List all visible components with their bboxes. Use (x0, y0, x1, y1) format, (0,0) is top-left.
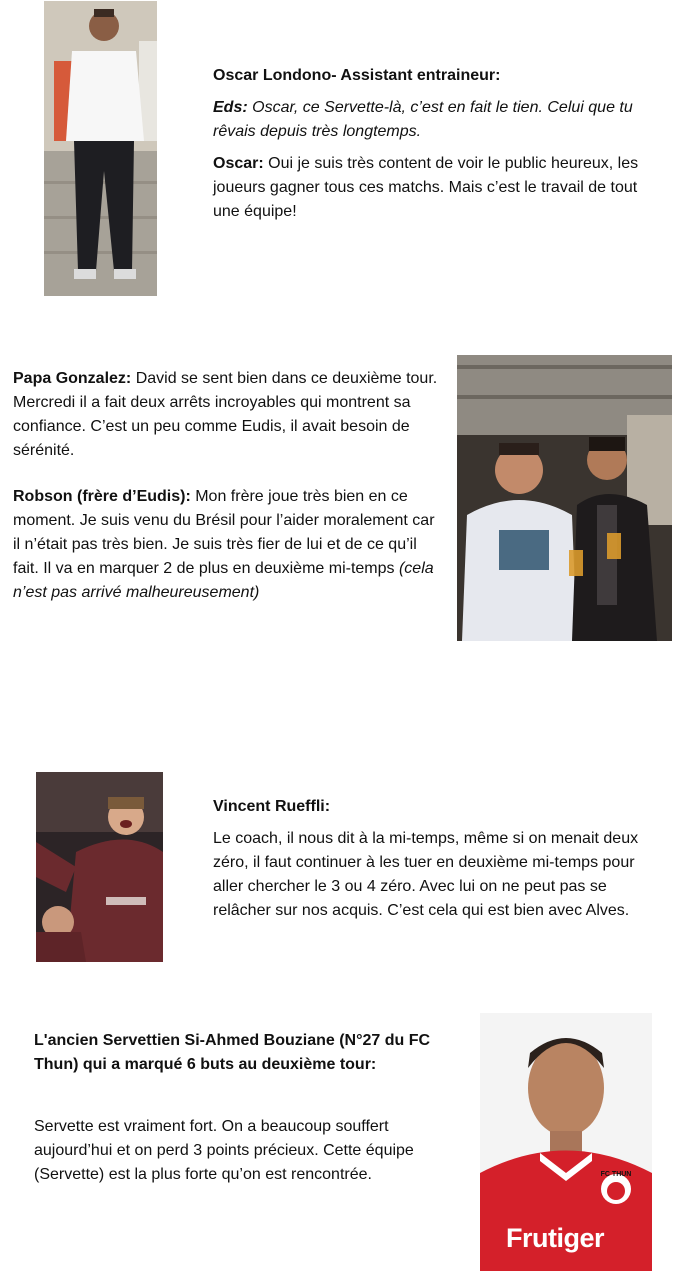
eds-text: Oscar, ce Servette-là, c’est en fait le tien. Celui que tu rêvais depuis très longtemps. (213, 99, 633, 140)
bouziane-heading: L'ancien Servettien Si-Ahmed Bouziane (N°27 du FC Thun) qui a marqué 6 buts au deuxième tour: (34, 1032, 431, 1073)
eds-label: Eds: (213, 99, 248, 116)
papa-gonzalez-quote (13, 367, 438, 463)
photo-bouziane (480, 1013, 652, 1271)
oscar-heading: Oscar Londono- Assistant entraineur: (213, 67, 501, 84)
papa-label: Papa Gonzalez: (13, 370, 132, 387)
eds-question (213, 96, 643, 144)
shirt-sponsor-logo: Frutiger (506, 1223, 605, 1253)
robson-text: Mon frère joue très bien en ce moment. Je suis venu du Brésil pour l’aider moralement car il n’était pas très bien. Je suis très fier de lui et de ce qu’il fait. Il va en marquer 2 de plus en deuxième mi-temps (13, 488, 435, 577)
oscar-answer (213, 152, 643, 224)
rueffli-heading: Vincent Rueffli: (213, 798, 331, 815)
rueffli-text: Le coach, il nous dit à la mi-temps, même si on menait deux zéro, il faut continuer à les tuer en deuxième mi-temps pour aller chercher le 3 ou 4 zéro. Avec lui on ne peut pas se relâcher sur nos acquis. C’est cela qui est bien avec Alves. (213, 830, 639, 919)
bouziane-text: Servette est vraiment fort. On a beaucoup souffert aujourd’hui et on perd 3 points précieux. Cette équipe (Servette) est la plus forte qu’on est rencontrée. (34, 1118, 414, 1183)
section-bouziane (34, 1029, 449, 1187)
robson-note: (cela n’est pas arrivé malheureusement) (13, 560, 434, 601)
robson-label: Robson (frère d’Eudis): (13, 488, 191, 505)
section-vincent-rueffli (213, 795, 658, 923)
oscar-text: Oui je suis très content de voir le public heureux, les joueurs gagner tous ces matchs. Mais c’est le travail de tout une équipe! (213, 155, 639, 220)
papa-text: David se sent bien dans ce deuxième tour. Mercredi il a fait deux arrêts incroyables qui montrent sa confiance. C’est un peu comme Eudis, il avait besoin de sérénité. (13, 370, 438, 459)
section-oscar-londono (213, 64, 643, 224)
photo-papa-gonzalez (457, 355, 672, 641)
oscar-label: Oscar: (213, 155, 264, 172)
photo-vincent-rueffli (36, 772, 163, 962)
fc-thun-badge: FC THUN (600, 1171, 632, 1178)
robson-quote (13, 485, 438, 605)
photo-oscar-londono (44, 1, 157, 296)
section-papa-robson (13, 367, 438, 605)
